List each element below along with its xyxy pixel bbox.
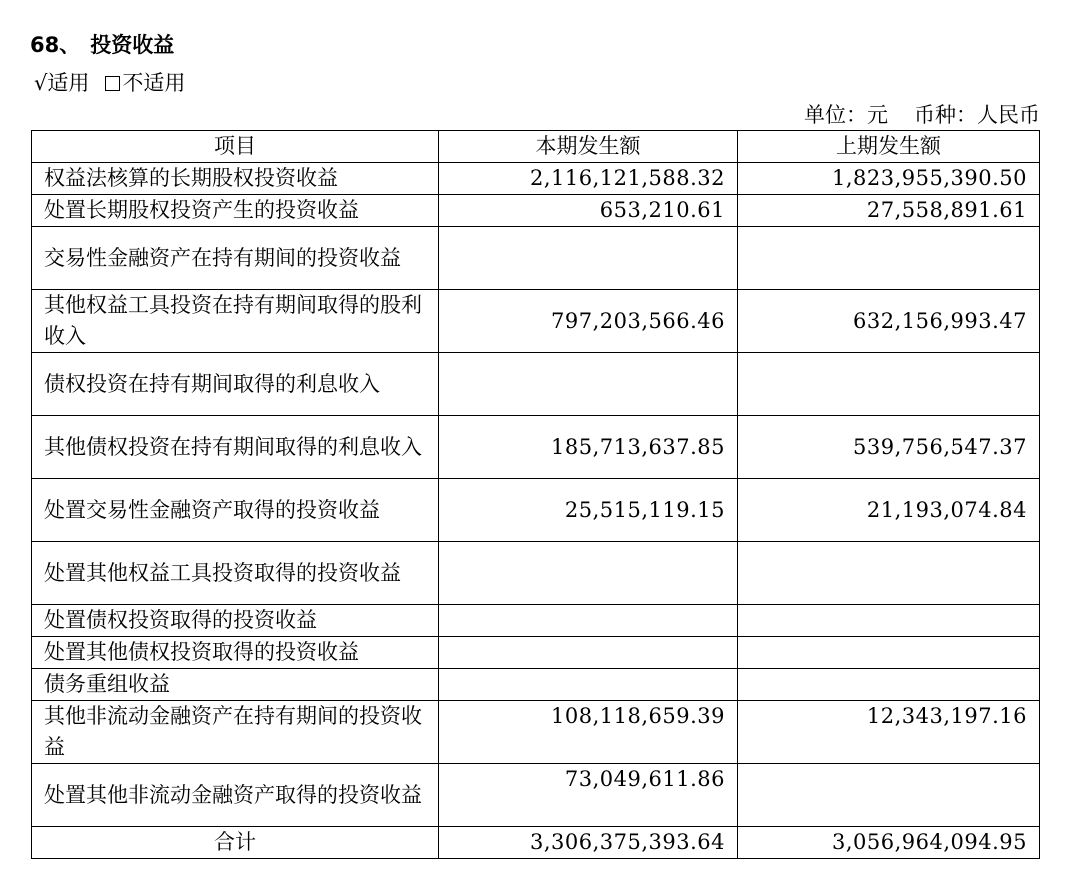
row-current-value: 185,713,637.85 bbox=[439, 416, 738, 479]
applicable-label: 适用 bbox=[47, 71, 90, 95]
not-applicable-label: 不适用 bbox=[122, 71, 186, 95]
section-title: 投资收益 bbox=[90, 33, 175, 57]
table-row bbox=[32, 637, 1040, 669]
row-current-value: 797,203,566.46 bbox=[439, 290, 738, 353]
table-row bbox=[32, 227, 1040, 290]
currency-label: 币种：人民币 bbox=[914, 103, 1040, 127]
investment-income-table bbox=[31, 130, 1040, 859]
row-current-value bbox=[439, 669, 738, 701]
row-item: 处置长期股权投资产生的投资收益 bbox=[32, 195, 439, 227]
section-heading bbox=[30, 30, 174, 60]
applicability-line bbox=[34, 68, 185, 98]
table-row bbox=[32, 163, 1040, 195]
table-header-row bbox=[32, 131, 1040, 163]
row-item: 其他非流动金融资产在持有期间的投资收益 bbox=[32, 701, 439, 764]
row-previous-value: 1,823,955,390.50 bbox=[738, 163, 1040, 195]
row-previous-value bbox=[738, 764, 1040, 827]
row-current-value: 653,210.61 bbox=[439, 195, 738, 227]
empty-checkbox-icon bbox=[105, 76, 120, 91]
row-item: 交易性金融资产在持有期间的投资收益 bbox=[32, 227, 439, 290]
row-previous-value bbox=[738, 637, 1040, 669]
table-row bbox=[32, 605, 1040, 637]
row-previous-value bbox=[738, 669, 1040, 701]
table-row bbox=[32, 542, 1040, 605]
table-row bbox=[32, 669, 1040, 701]
row-previous-value bbox=[738, 227, 1040, 290]
checkmark-icon: √ bbox=[34, 71, 48, 95]
row-item: 权益法核算的长期股权投资收益 bbox=[32, 163, 439, 195]
row-current-value: 73,049,611.86 bbox=[439, 764, 738, 827]
table-row bbox=[32, 479, 1040, 542]
row-current-value bbox=[439, 605, 738, 637]
row-current-value bbox=[439, 542, 738, 605]
row-previous-value bbox=[738, 353, 1040, 416]
row-item: 处置债权投资取得的投资收益 bbox=[32, 605, 439, 637]
row-item: 处置其他权益工具投资取得的投资收益 bbox=[32, 542, 439, 605]
row-previous-value: 632,156,993.47 bbox=[738, 290, 1040, 353]
row-current-value bbox=[439, 227, 738, 290]
header-previous-period: 上期发生额 bbox=[738, 131, 1040, 163]
row-previous-value: 21,193,074.84 bbox=[738, 479, 1040, 542]
row-previous-value: 27,558,891.61 bbox=[738, 195, 1040, 227]
table-row bbox=[32, 195, 1040, 227]
row-item: 处置交易性金融资产取得的投资收益 bbox=[32, 479, 439, 542]
row-current-value bbox=[439, 637, 738, 669]
row-current-value: 25,515,119.15 bbox=[439, 479, 738, 542]
table-row bbox=[32, 290, 1040, 353]
row-previous-value bbox=[738, 542, 1040, 605]
total-previous-value: 3,056,964,094.95 bbox=[738, 827, 1040, 859]
section-number: 68、 bbox=[30, 33, 81, 57]
row-item: 处置其他非流动金融资产取得的投资收益 bbox=[32, 764, 439, 827]
table-row bbox=[32, 353, 1040, 416]
row-item: 其他权益工具投资在持有期间取得的股利收入 bbox=[32, 290, 439, 353]
row-current-value bbox=[439, 353, 738, 416]
table-row bbox=[32, 764, 1040, 827]
total-label: 合计 bbox=[32, 827, 439, 859]
row-previous-value: 539,756,547.37 bbox=[738, 416, 1040, 479]
header-item: 项目 bbox=[32, 131, 439, 163]
table-row bbox=[32, 416, 1040, 479]
row-item: 其他债权投资在持有期间取得的利息收入 bbox=[32, 416, 439, 479]
row-previous-value: 12,343,197.16 bbox=[738, 701, 1040, 764]
row-item: 处置其他债权投资取得的投资收益 bbox=[32, 637, 439, 669]
row-previous-value bbox=[738, 605, 1040, 637]
row-item: 债权投资在持有期间取得的利息收入 bbox=[32, 353, 439, 416]
row-item: 债务重组收益 bbox=[32, 669, 439, 701]
row-current-value: 2,116,121,588.32 bbox=[439, 163, 738, 195]
table-total-row bbox=[32, 827, 1040, 859]
unit-label: 单位：元 bbox=[804, 103, 888, 127]
row-current-value: 108,118,659.39 bbox=[439, 701, 738, 764]
table-row bbox=[32, 701, 1040, 764]
header-current-period: 本期发生额 bbox=[439, 131, 738, 163]
unit-line bbox=[804, 100, 1040, 130]
total-current-value: 3,306,375,393.64 bbox=[439, 827, 738, 859]
